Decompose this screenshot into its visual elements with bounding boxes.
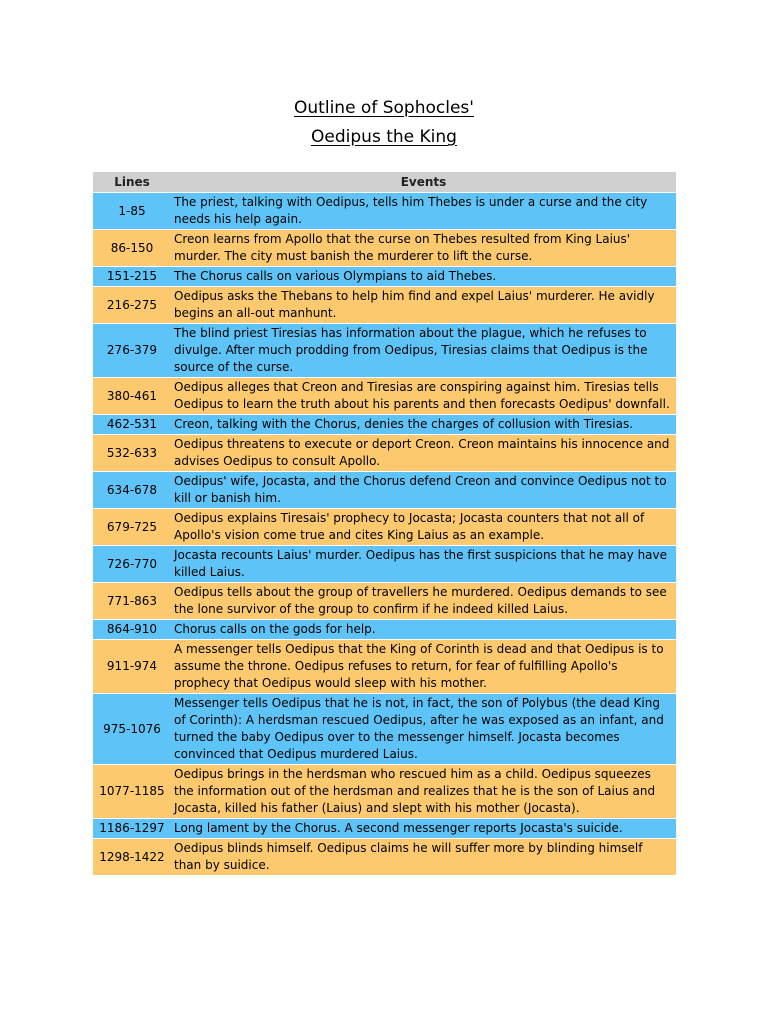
line-range-cell: 634-678 — [93, 472, 171, 508]
event-description-cell: The priest, talking with Oedipus, tells him Thebes is under a curse and the city needs his help again. — [171, 193, 676, 229]
event-description-cell: Oedipus brings in the herdsman who rescued him as a child. Oedipus squeezes the information out of the herdsman and realizes that he is the son of Laius and Jocasta, killed his father (Laius) and slept with his mother (Jocasta). — [171, 765, 676, 818]
line-range-cell: 726-770 — [93, 546, 171, 582]
table-header-row — [93, 172, 676, 192]
table-row — [93, 324, 676, 377]
table-row — [93, 230, 676, 266]
event-description-cell: Jocasta recounts Laius' murder. Oedipus has the first suspicions that he may have killed Laius. — [171, 546, 676, 582]
event-description-cell: Oedipus' wife, Jocasta, and the Chorus defend Creon and convince Oedipus not to kill or banish him. — [171, 472, 676, 508]
line-range-cell: 911-974 — [93, 640, 171, 693]
table-row — [93, 839, 676, 875]
table-row — [93, 546, 676, 582]
table-row — [93, 819, 676, 838]
table-body — [93, 193, 676, 875]
table-row — [93, 378, 676, 414]
table-row — [93, 435, 676, 471]
event-description-cell: The Chorus calls on various Olympians to aid Thebes. — [171, 267, 676, 286]
line-range-cell: 380-461 — [93, 378, 171, 414]
column-header-events: Events — [171, 172, 676, 192]
page-title-line-2: Oedipus the King — [311, 127, 457, 147]
table-row — [93, 267, 676, 286]
table-row — [93, 472, 676, 508]
event-description-cell: Oedipus blinds himself. Oedipus claims he will suffer more by blinding himself than by suidice. — [171, 839, 676, 875]
outline-table — [93, 171, 676, 876]
page-title-line-1: Outline of Sophocles' — [294, 98, 474, 118]
event-description-cell: Oedipus explains Tiresais' prophecy to Jocasta; Jocasta counters that not all of Apollo's vision come true and cites King Laius as an example. — [171, 509, 676, 545]
event-description-cell: Oedipus tells about the group of travellers he murdered. Oedipus demands to see the lone survivor of the group to confirm if he indeed killed Laius. — [171, 583, 676, 619]
event-description-cell: The blind priest Tiresias has information about the plague, which he refuses to divulge. After much prodding from Oedipus, Tiresias claims that Oedipus is the source of the curse. — [171, 324, 676, 377]
line-range-cell: 151-215 — [93, 267, 171, 286]
event-description-cell: Chorus calls on the gods for help. — [171, 620, 676, 639]
table-row — [93, 415, 676, 434]
table-row — [93, 287, 676, 323]
line-range-cell: 679-725 — [93, 509, 171, 545]
table-row — [93, 583, 676, 619]
line-range-cell: 462-531 — [93, 415, 171, 434]
event-description-cell: Creon learns from Apollo that the curse on Thebes resulted from King Laius' murder. The city must banish the murderer to lift the curse. — [171, 230, 676, 266]
line-range-cell: 276-379 — [93, 324, 171, 377]
event-description-cell: Oedipus asks the Thebans to help him find and expel Laius' murderer. He avidly begins an all-out manhunt. — [171, 287, 676, 323]
column-header-lines: Lines — [93, 172, 171, 192]
event-description-cell: Creon, talking with the Chorus, denies the charges of collusion with Tiresias. — [171, 415, 676, 434]
table-row — [93, 640, 676, 693]
line-range-cell: 86-150 — [93, 230, 171, 266]
table-row — [93, 765, 676, 818]
line-range-cell: 1298-1422 — [93, 839, 171, 875]
line-range-cell: 864-910 — [93, 620, 171, 639]
line-range-cell: 1186-1297 — [93, 819, 171, 838]
event-description-cell: Oedipus threatens to execute or deport Creon. Creon maintains his innocence and advises Oedipus to consult Apollo. — [171, 435, 676, 471]
table-row — [93, 694, 676, 764]
table-row — [93, 193, 676, 229]
table-row — [93, 620, 676, 639]
event-description-cell: A messenger tells Oedipus that the King of Corinth is dead and that Oedipus is to assume the throne. Oedipus refuses to return, for fear of fulfilling Apollo's prophecy that Oedipus would sleep with his mother. — [171, 640, 676, 693]
line-range-cell: 532-633 — [93, 435, 171, 471]
line-range-cell: 975-1076 — [93, 694, 171, 764]
table-row — [93, 509, 676, 545]
event-description-cell: Oedipus alleges that Creon and Tiresias are conspiring against him. Tiresias tells Oedipus to learn the truth about his parents and then forecasts Oedipus' downfall. — [171, 378, 676, 414]
line-range-cell: 216-275 — [93, 287, 171, 323]
event-description-cell: Long lament by the Chorus. A second messenger reports Jocasta's suicide. — [171, 819, 676, 838]
line-range-cell: 771-863 — [93, 583, 171, 619]
line-range-cell: 1-85 — [93, 193, 171, 229]
event-description-cell: Messenger tells Oedipus that he is not, in fact, the son of Polybus (the dead King of Corinth): A herdsman rescued Oedipus, after he was exposed as an infant, and turned the baby Oedipus over to the messenger himself. Jocasta becomes convinced that Oedipus murdered Laius. — [171, 694, 676, 764]
line-range-cell: 1077-1185 — [93, 765, 171, 818]
